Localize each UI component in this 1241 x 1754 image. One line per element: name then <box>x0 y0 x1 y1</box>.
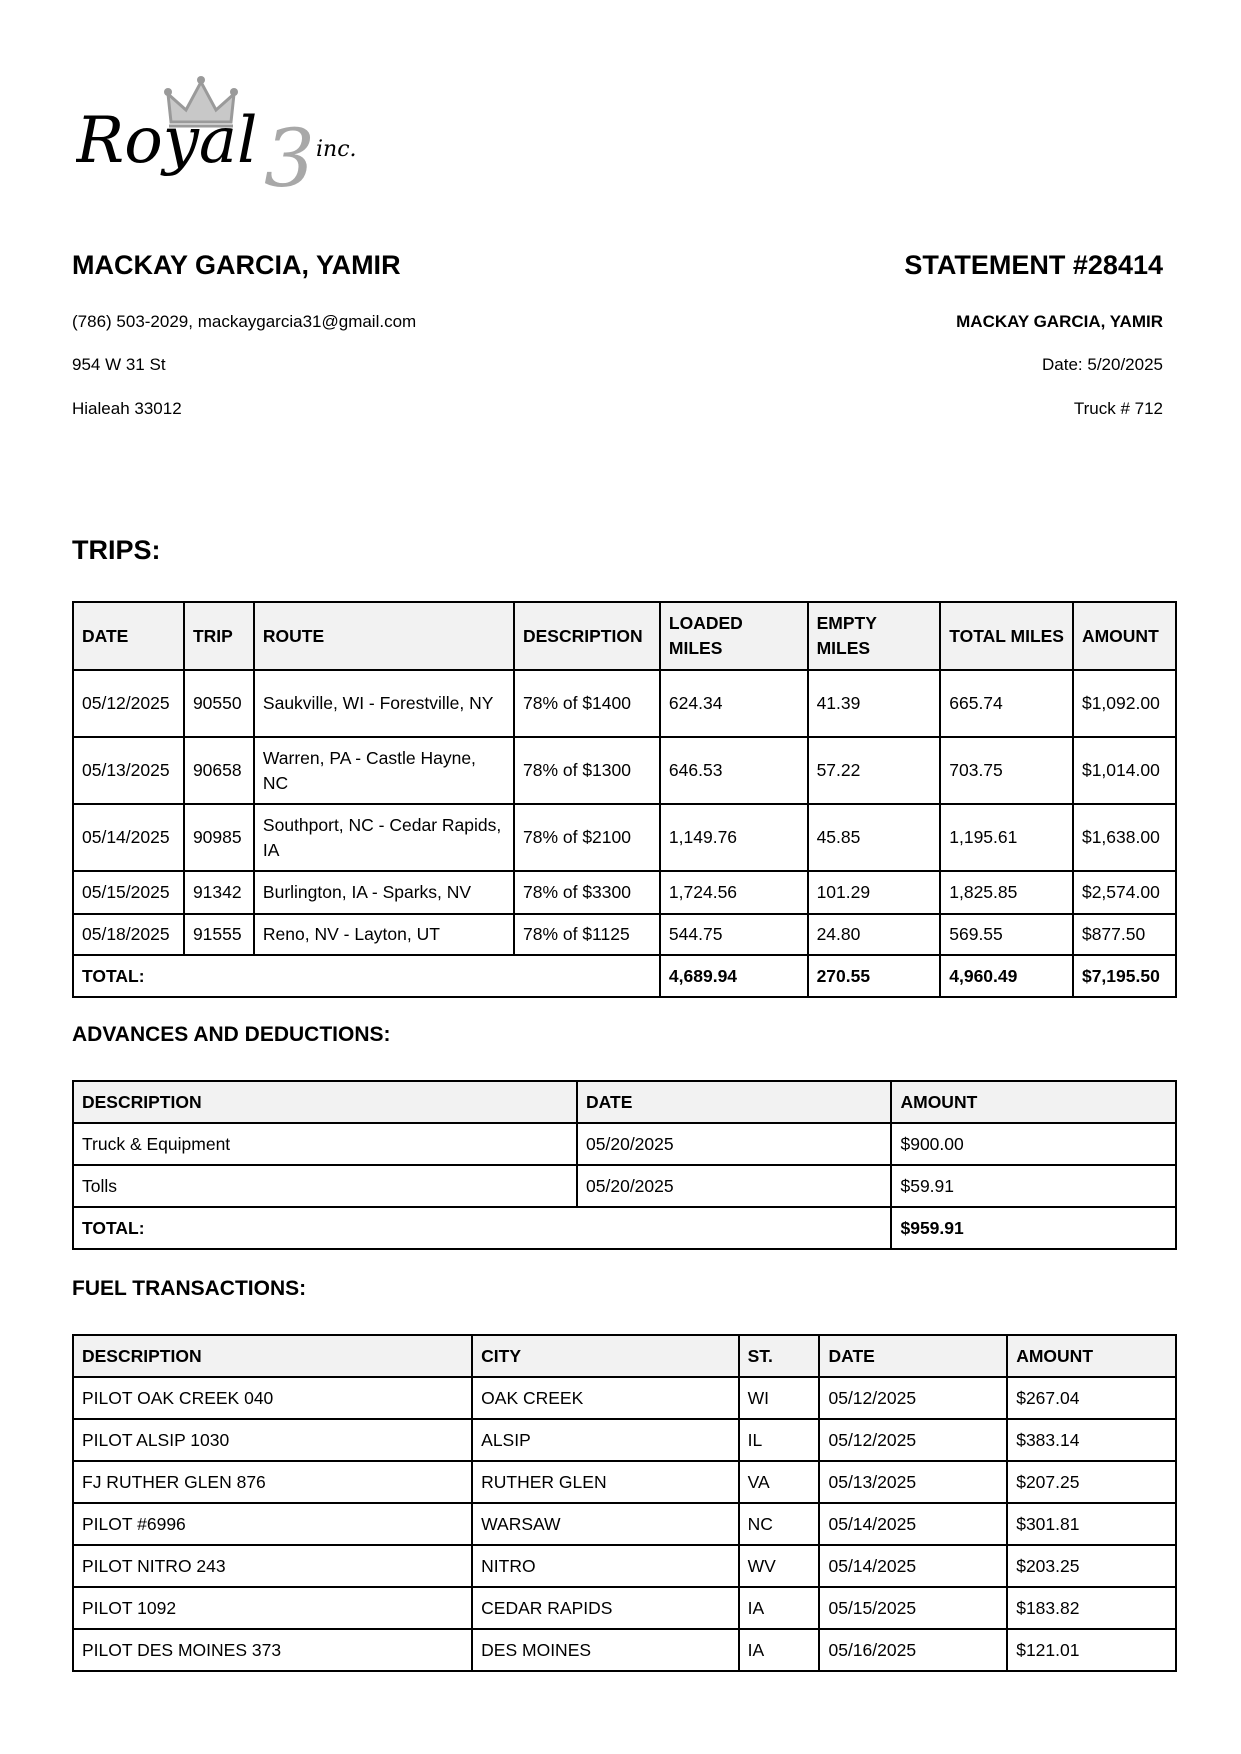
col-header-trip: TRIP <box>184 602 254 670</box>
fuel-date: 05/14/2025 <box>819 1545 1007 1587</box>
fuel-date: 05/15/2025 <box>819 1587 1007 1629</box>
trip-amount: $1,092.00 <box>1073 670 1176 737</box>
col-header-amount: AMOUNT <box>891 1081 1176 1123</box>
crown-logo-icon <box>76 74 396 194</box>
col-header-description: DESCRIPTION <box>514 602 660 670</box>
fuel-state: WV <box>739 1545 820 1587</box>
col-header-route: ROUTE <box>254 602 514 670</box>
fuel-date: 05/14/2025 <box>819 1503 1007 1545</box>
deduction-description: Truck & Equipment <box>73 1123 577 1165</box>
trip-description: 78% of $2100 <box>514 804 660 871</box>
trip-number: 90550 <box>184 670 254 737</box>
trip-description: 78% of $3300 <box>514 871 660 914</box>
driver-address-line2: Hialeah 33012 <box>72 399 182 418</box>
trip-number: 90985 <box>184 804 254 871</box>
table-row <box>73 737 1176 804</box>
fuel-description: PILOT OAK CREEK 040 <box>73 1377 472 1419</box>
fuel-description: PILOT 1092 <box>73 1587 472 1629</box>
statement-date: Date: 5/20/2025 <box>1042 355 1163 374</box>
trip-loaded-miles: 1,724.56 <box>660 871 808 914</box>
trip-amount: $877.50 <box>1073 914 1176 955</box>
trip-total-miles: 703.75 <box>940 737 1073 804</box>
trip-total-miles: 569.55 <box>940 914 1073 955</box>
logo-numeral-text: 3 <box>264 112 315 194</box>
trip-date: 05/14/2025 <box>73 804 184 871</box>
fuel-amount: $267.04 <box>1007 1377 1176 1419</box>
deduction-amount: $59.91 <box>891 1165 1176 1207</box>
col-header-loaded-miles: LOADED MILES <box>660 602 808 670</box>
table-row <box>73 1377 1176 1419</box>
fuel-city: NITRO <box>472 1545 738 1587</box>
trip-loaded-miles: 544.75 <box>660 914 808 955</box>
col-header-amount: AMOUNT <box>1073 602 1176 670</box>
trip-description: 78% of $1125 <box>514 914 660 955</box>
trip-amount: $1,014.00 <box>1073 737 1176 804</box>
fuel-title: FUEL TRANSACTIONS: <box>72 1277 307 1300</box>
table-row <box>73 804 1176 871</box>
trip-empty-miles: 45.85 <box>808 804 941 871</box>
trip-loaded-miles: 646.53 <box>660 737 808 804</box>
fuel-city: DES MOINES <box>472 1629 738 1671</box>
fuel-date: 05/12/2025 <box>819 1377 1007 1419</box>
table-row <box>73 1419 1176 1461</box>
deductions-title: ADVANCES AND DEDUCTIONS: <box>72 1023 391 1046</box>
fuel-state: IA <box>739 1587 820 1629</box>
trip-date: 05/13/2025 <box>73 737 184 804</box>
fuel-state: NC <box>739 1503 820 1545</box>
trips-total-label: TOTAL: <box>73 955 660 997</box>
trips-total-amount: $7,195.50 <box>1073 955 1176 997</box>
trips-table <box>72 601 1177 998</box>
deductions-header-row <box>73 1081 1176 1123</box>
trip-route: Saukville, WI - Forestville, NY <box>254 670 514 737</box>
fuel-description: PILOT DES MOINES 373 <box>73 1629 472 1671</box>
col-header-description: DESCRIPTION <box>73 1081 577 1123</box>
trip-empty-miles: 41.39 <box>808 670 941 737</box>
fuel-amount: $121.01 <box>1007 1629 1176 1671</box>
trips-total-empty: 270.55 <box>808 955 941 997</box>
trip-total-miles: 665.74 <box>940 670 1073 737</box>
trips-header-row <box>73 602 1176 670</box>
fuel-header-row <box>73 1335 1176 1377</box>
col-header-date: DATE <box>819 1335 1007 1377</box>
fuel-date: 05/12/2025 <box>819 1419 1007 1461</box>
deduction-description: Tolls <box>73 1165 577 1207</box>
trip-total-miles: 1,195.61 <box>940 804 1073 871</box>
trip-empty-miles: 24.80 <box>808 914 941 955</box>
col-header-total-miles: TOTAL MILES <box>940 602 1073 670</box>
trip-amount: $2,574.00 <box>1073 871 1176 914</box>
trip-route: Southport, NC - Cedar Rapids, IA <box>254 804 514 871</box>
fuel-city: CEDAR RAPIDS <box>472 1587 738 1629</box>
col-header-amount: AMOUNT <box>1007 1335 1176 1377</box>
trips-total-row <box>73 955 1176 997</box>
fuel-table <box>72 1334 1177 1672</box>
driver-contact: (786) 503-2029, mackaygarcia31@gmail.com <box>72 312 417 331</box>
table-row <box>73 914 1176 955</box>
deductions-total-label: TOTAL: <box>73 1207 891 1249</box>
col-header-city: CITY <box>472 1335 738 1377</box>
trips-title: TRIPS: <box>72 535 161 565</box>
deductions-total-amount: $959.91 <box>891 1207 1176 1249</box>
table-row <box>73 670 1176 737</box>
trip-date: 05/18/2025 <box>73 914 184 955</box>
fuel-amount: $203.25 <box>1007 1545 1176 1587</box>
trip-route: Burlington, IA - Sparks, NV <box>254 871 514 914</box>
trips-total-miles: 4,960.49 <box>940 955 1073 997</box>
fuel-state: IA <box>739 1629 820 1671</box>
table-row <box>73 1545 1176 1587</box>
col-header-description: DESCRIPTION <box>73 1335 472 1377</box>
fuel-city: RUTHER GLEN <box>472 1461 738 1503</box>
fuel-state: VA <box>739 1461 820 1503</box>
trip-loaded-miles: 624.34 <box>660 670 808 737</box>
fuel-city: WARSAW <box>472 1503 738 1545</box>
col-header-state: ST. <box>739 1335 820 1377</box>
trips-total-loaded: 4,689.94 <box>660 955 808 997</box>
trip-loaded-miles: 1,149.76 <box>660 804 808 871</box>
fuel-date: 05/13/2025 <box>819 1461 1007 1503</box>
fuel-description: FJ RUTHER GLEN 876 <box>73 1461 472 1503</box>
fuel-description: PILOT #6996 <box>73 1503 472 1545</box>
fuel-city: OAK CREEK <box>472 1377 738 1419</box>
fuel-amount: $207.25 <box>1007 1461 1176 1503</box>
deduction-date: 05/20/2025 <box>577 1165 891 1207</box>
trip-total-miles: 1,825.85 <box>940 871 1073 914</box>
trip-number: 90658 <box>184 737 254 804</box>
table-row <box>73 1123 1176 1165</box>
table-row <box>73 1503 1176 1545</box>
trip-date: 05/12/2025 <box>73 670 184 737</box>
fuel-state: IL <box>739 1419 820 1461</box>
trip-date: 05/15/2025 <box>73 871 184 914</box>
col-header-date: DATE <box>577 1081 891 1123</box>
fuel-city: ALSIP <box>472 1419 738 1461</box>
logo-brand-text: Royal <box>76 104 258 178</box>
table-row <box>73 1165 1176 1207</box>
table-row <box>73 1587 1176 1629</box>
fuel-amount: $383.14 <box>1007 1419 1176 1461</box>
col-header-date: DATE <box>73 602 184 670</box>
fuel-description: PILOT ALSIP 1030 <box>73 1419 472 1461</box>
statement-driver-name: MACKAY GARCIA, YAMIR <box>956 312 1163 331</box>
fuel-state: WI <box>739 1377 820 1419</box>
table-row <box>73 1629 1176 1671</box>
statement-title: STATEMENT #28414 <box>904 250 1163 280</box>
trip-number: 91555 <box>184 914 254 955</box>
deductions-table <box>72 1080 1177 1250</box>
trip-description: 78% of $1300 <box>514 737 660 804</box>
fuel-amount: $301.81 <box>1007 1503 1176 1545</box>
col-header-empty-miles: EMPTY MILES <box>808 602 941 670</box>
trip-empty-miles: 57.22 <box>808 737 941 804</box>
driver-name: MACKAY GARCIA, YAMIR <box>72 250 401 280</box>
trip-amount: $1,638.00 <box>1073 804 1176 871</box>
fuel-date: 05/16/2025 <box>819 1629 1007 1671</box>
deductions-total-row <box>73 1207 1176 1249</box>
statement-truck: Truck # 712 <box>1073 399 1163 418</box>
deduction-date: 05/20/2025 <box>577 1123 891 1165</box>
fuel-description: PILOT NITRO 243 <box>73 1545 472 1587</box>
fuel-amount: $183.82 <box>1007 1587 1176 1629</box>
trip-number: 91342 <box>184 871 254 914</box>
trip-description: 78% of $1400 <box>514 670 660 737</box>
company-logo <box>76 74 396 194</box>
table-row <box>73 871 1176 914</box>
table-row <box>73 1461 1176 1503</box>
deduction-amount: $900.00 <box>891 1123 1176 1165</box>
trip-route: Warren, PA - Castle Hayne, NC <box>254 737 514 804</box>
logo-suffix-text: inc. <box>316 137 357 162</box>
driver-address-line1: 954 W 31 St <box>72 355 166 374</box>
trip-empty-miles: 101.29 <box>808 871 941 914</box>
trip-route: Reno, NV - Layton, UT <box>254 914 514 955</box>
